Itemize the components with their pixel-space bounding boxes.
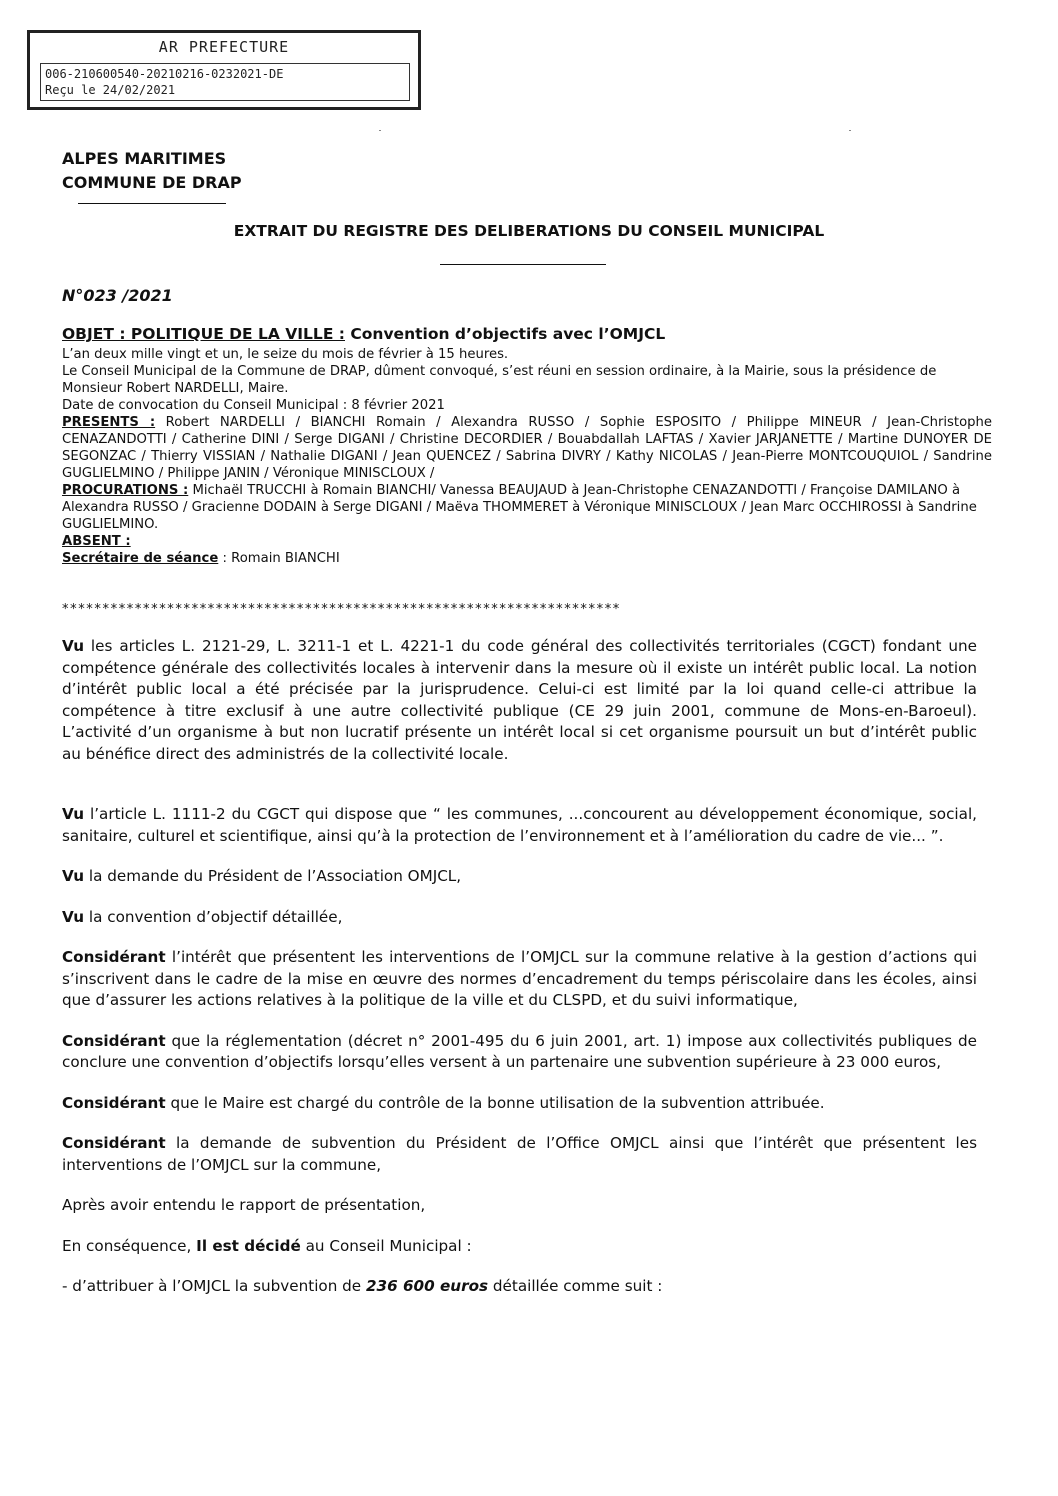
absent-label: ABSENT : — [62, 534, 131, 549]
paragraph-text: détaillée comme suit : — [488, 1277, 663, 1295]
document-header — [62, 147, 242, 195]
stamp-received-date: Reçu le 24/02/2021 — [45, 83, 176, 97]
paragraph-text: que la réglementation (décret n° 2001-495 du 6 juin 2001, art. 1) impose aux collectivités publiques de conclure une convention d’objectifs lorsqu’elles versent à un partenaire une subvention supérieure à 23 000 euros, — [62, 1031, 977, 1071]
scan-speck — [379, 130, 381, 131]
paragraph-subvention — [62, 1276, 977, 1298]
page-title: EXTRAIT DU REGISTRE DES DELIBERATIONS DU CONSEIL MUNICIPAL — [233, 222, 825, 240]
paragraph-lead: Considérant — [62, 1031, 166, 1050]
stamp-reference-box — [40, 63, 410, 101]
scan-speck — [849, 130, 851, 131]
paragraph-vu-convention — [62, 907, 977, 929]
paragraph-considerant-demande — [62, 1133, 977, 1176]
paragraph-decision — [62, 1236, 977, 1258]
title-divider — [440, 264, 606, 265]
presents-names: Robert NARDELLI / BIANCHI Romain / Alexandra RUSSO / Sophie ESPOSITO / Philippe MINEUR / Jean-Christophe CENAZANDOTTI / Catherine DINI / Serge DIGANI / Christine DECORDIER / Bouabdallah LAFTAS / Xavier JARJANETTE / Martine DUNOYER DE SEGONZAC / Thierry VISSIAN / Nathalie DIGANI / Jean QUENCEZ / Sabrina DIVRY / Kathy NICOLAS / Jean-Pierre MONTCOUQUIOL / Sandrine GUGLIELMINO / Philippe JANIN / Véronique MINISCLOUX / — [62, 415, 992, 481]
subject-line — [62, 325, 665, 343]
subject-text: Convention d’objectifs avec l’OMJCL — [345, 325, 666, 343]
commune-name: COMMUNE DE DRAP — [62, 173, 242, 192]
stamp-reference-number: 006-210600540-20210216-0232021-DE — [45, 67, 284, 81]
paragraph-text: l’article L. 1111-2 du CGCT qui dispose que “ les communes, ...concourent au développement économique, social, sanitaire, culturel et scientifique, ainsi qu’à la protection de l’environnement et à l’amélioration du cadre de vie... ”. — [62, 805, 977, 845]
absent-line — [62, 533, 992, 550]
secretary-line — [62, 550, 992, 567]
presents-list — [62, 414, 992, 482]
paragraph-vu-articles — [62, 636, 977, 765]
paragraph-text: En conséquence, — [62, 1236, 197, 1255]
paragraph-text: la demande de subvention du Président de l’Office OMJCL ainsi que l’intérêt que présentent les interventions de l’OMJCL sur la commune, — [62, 1134, 977, 1174]
paragraph-vu-article-l1111 — [62, 804, 977, 847]
subsidy-amount: 236 600 euros — [365, 1277, 489, 1295]
procurations-names: Michaël TRUCCHI à Romain BIANCHI/ Vanessa BEAUJAUD à Jean-Christophe CENAZANDOTTI / Françoise DAMILANO à Alexandra RUSSO / Gracienne DODAIN à Serge DIGANI / Maëva THOMMERET à Véronique MINISCLOUX / Jean Marc OCCHIROSSI à Sandrine GUGLIELMINO. — [62, 483, 977, 532]
subject-label: OBJET : POLITIQUE DE LA VILLE : — [62, 325, 345, 343]
prefecture-stamp — [27, 30, 421, 110]
paragraph-text: la convention d’objectif détaillée, — [84, 907, 343, 926]
paragraph-text: les articles L. 2121-29, L. 3211-1 et L. 4221-1 du code général des collectivités territoriales (CGCT) fondant une compétence générale des collectivités locales à intervenir dans la mesure où il existe un intérêt public local. La notion d’intérêt public local a été précisée par la jurisprudence. Celui-ci est limité par la loi quand celle-ci attribue la compétence à titre exclusif à une autre collectivité publique (CE 29 juin 2001, commune de Mons-en-Baroeul). L’activité d’un organisme à but non lucratif présente un intérêt local si cet organisme poursuit un but d’intérêt public au bénéfice direct des administrés de la collectivité locale. — [62, 637, 977, 763]
paragraph-considerant-reglementation — [62, 1031, 977, 1074]
header-divider — [78, 203, 226, 204]
department-name: ALPES MARITIMES — [62, 149, 227, 168]
paragraph-text: la demande du Président de l’Association OMJCL, — [84, 867, 462, 885]
session-preamble — [62, 346, 992, 567]
paragraph-lead: Vu — [62, 637, 85, 655]
secretary-label: Secrétaire de séance — [62, 551, 219, 566]
paragraph-text: au Conseil Municipal : — [300, 1236, 472, 1255]
paragraph-lead: Vu — [62, 805, 85, 823]
procurations-label: PROCURATIONS : — [62, 483, 189, 498]
convocation-date: Date de convocation du Conseil Municipal : 8 février 2021 — [62, 398, 445, 413]
procurations-list — [62, 482, 992, 533]
presents-label: PRESENTS : — [62, 415, 156, 430]
paragraph-vu-demande — [62, 866, 977, 888]
stamp-title: AR PREFECTURE — [158, 38, 290, 56]
session-date: L’an deux mille vingt et un, le seize du mois de février à 15 heures. — [62, 347, 509, 362]
decision-emphasis: Il est décidé — [196, 1236, 301, 1255]
session-convocation: Le Conseil Municipal de la Commune de DRAP, dûment convoqué, s’est réuni en session ordinaire, à la Mairie, sous la présidence de Monsieur Robert NARDELLI, Maire. — [62, 364, 937, 396]
paragraph-lead: Considérant — [62, 948, 166, 966]
paragraph-considerant-maire — [62, 1093, 977, 1115]
paragraph-lead: Considérant — [62, 1134, 166, 1152]
paragraph-text: - d’attribuer à l’OMJCL la subvention de — [62, 1277, 366, 1295]
paragraph-lead: Vu — [62, 907, 85, 926]
paragraph-rapport: Après avoir entendu le rapport de présentation, — [62, 1196, 426, 1214]
deliberation-number: N°023 /2021 — [62, 286, 173, 305]
deliberation-body — [62, 636, 977, 1298]
asterisk-separator: ********************************************************************* — [62, 602, 621, 617]
secretary-name: : Romain BIANCHI — [218, 551, 340, 566]
paragraph-text: l’intérêt que présentent les interventions de l’OMJCL sur la commune relative à la gestion d’actions qui s’inscrivent dans le cadre de la mise en œuvre des normes d’encadrement du temps périscolaire dans les écoles, ainsi que d’assurer les actions relatives à la politique de la ville et du CLSPD, et du suivi informatique, — [62, 948, 977, 1009]
paragraph-considerant-interet — [62, 947, 977, 1012]
paragraph-text: que le Maire est chargé du contrôle de la bonne utilisation de la subvention attribuée. — [165, 1093, 825, 1112]
paragraph-lead: Considérant — [62, 1093, 166, 1112]
paragraph-lead: Vu — [62, 867, 85, 885]
